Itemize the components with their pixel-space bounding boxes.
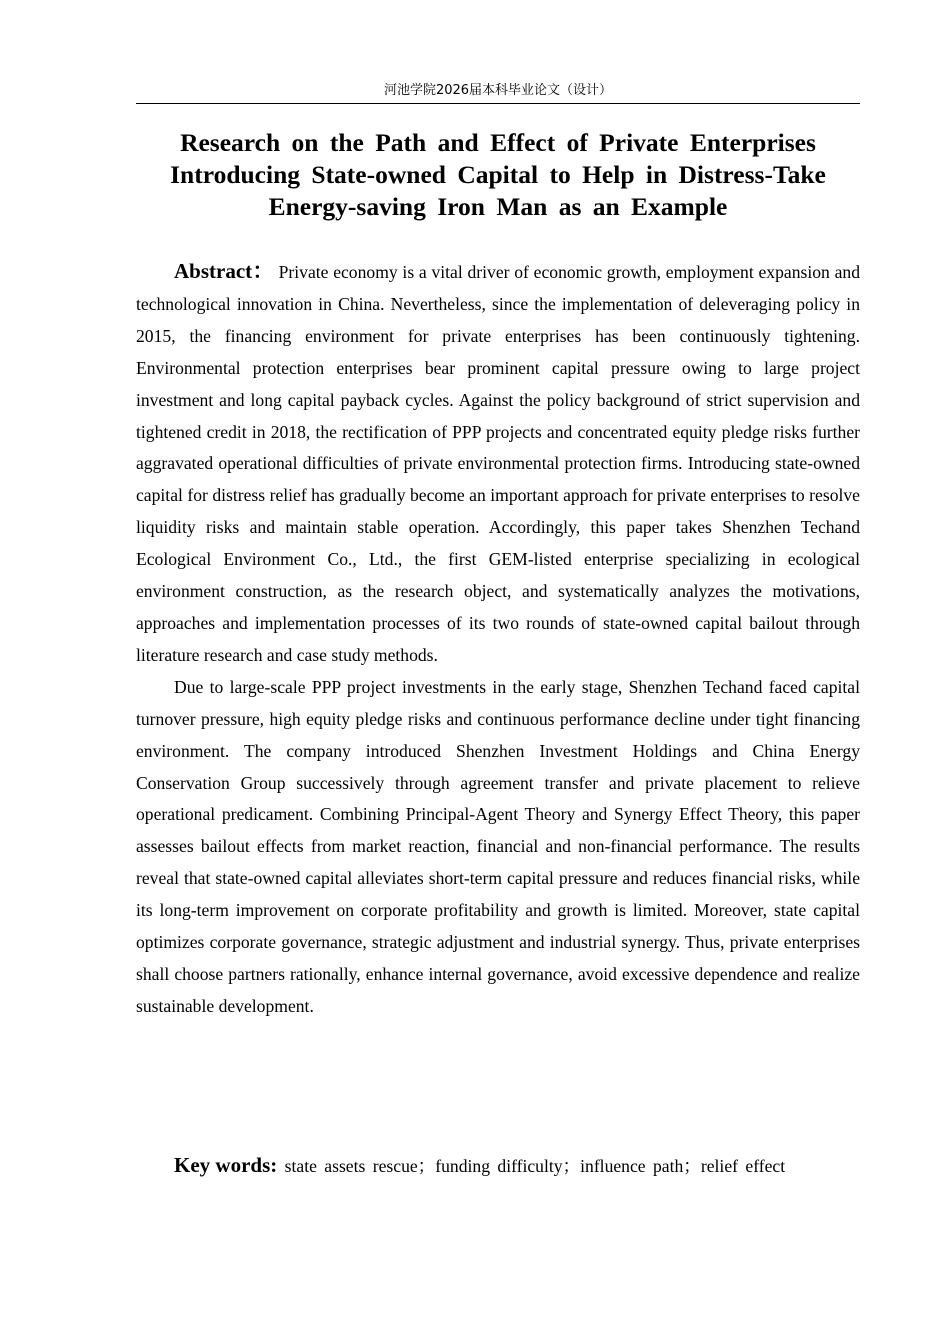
keywords-list: state assets rescue；funding difficulty；influence path；relief effect — [284, 1156, 786, 1176]
keywords-line — [174, 1149, 864, 1182]
abstract-text-1: Private economy is a vital driver of economic growth, employment expansion and technological innovation in China. Nevertheless, since the implementation of deleveraging policy in 2015, the financing environment for private enterprises has been continuously tightening. Environmental protection enterprises bear prominent capital pressure owing to large project investment and long capital payback cycles. Against the policy background of strict supervision and tightened credit in 2018, the rectification of PPP projects and concentrated equity pledge risks further aggravated operational difficulties of private environmental protection firms. Introducing state-owned capital for distress relief has gradually become an important approach for private enterprises to resolve liquidity risks and maintain stable operation. Accordingly, this paper takes Shenzhen Techand Ecological Environment Co., Ltd., the first GEM-listed enterprise specializing in ecological environment construction, as the research object, and systematically analyzes the motivations, approaches and implementation processes of its two rounds of state-owned capital bailout through literature research and case study methods. — [136, 262, 860, 665]
paper-title: Research on the Path and Effect of Private Enterprises Introducing State-owned Capital to Help in Distress-Take Energy-saving Iron Man as an Example — [170, 128, 826, 221]
abstract-paragraph-2: Due to large-scale PPP project investments in the early stage, Shenzhen Techand faced capital turnover pressure, high equity pledge risks and continuous performance decline under tight financing environment. The company introduced Shenzhen Investment Holdings and China Energy Conservation Group successively through agreement transfer and private placement to relieve operational predicament. Combining Principal-Agent Theory and Synergy Effect Theory, this paper assesses bailout effects from market reaction, financial and non-financial performance. The results reveal that state-owned capital alleviates short-term capital pressure and reduces financial risks, while its long-term improvement on corporate profitability and growth is limited. Moreover, state capital optimizes corporate governance, strategic adjustment and industrial synergy. Thus, private enterprises shall choose partners rationally, enhance internal governance, avoid excessive dependence and realize sustainable development. — [136, 676, 860, 1016]
header-rule — [136, 103, 860, 104]
abstract-paragraph-1 — [136, 256, 860, 672]
abstract-section — [136, 256, 860, 1023]
running-header: 河池学院2026届本科毕业论文（设计） — [383, 83, 613, 98]
keywords-label: Key words: — [174, 1153, 278, 1177]
abstract-label: Abstract： — [174, 259, 274, 283]
